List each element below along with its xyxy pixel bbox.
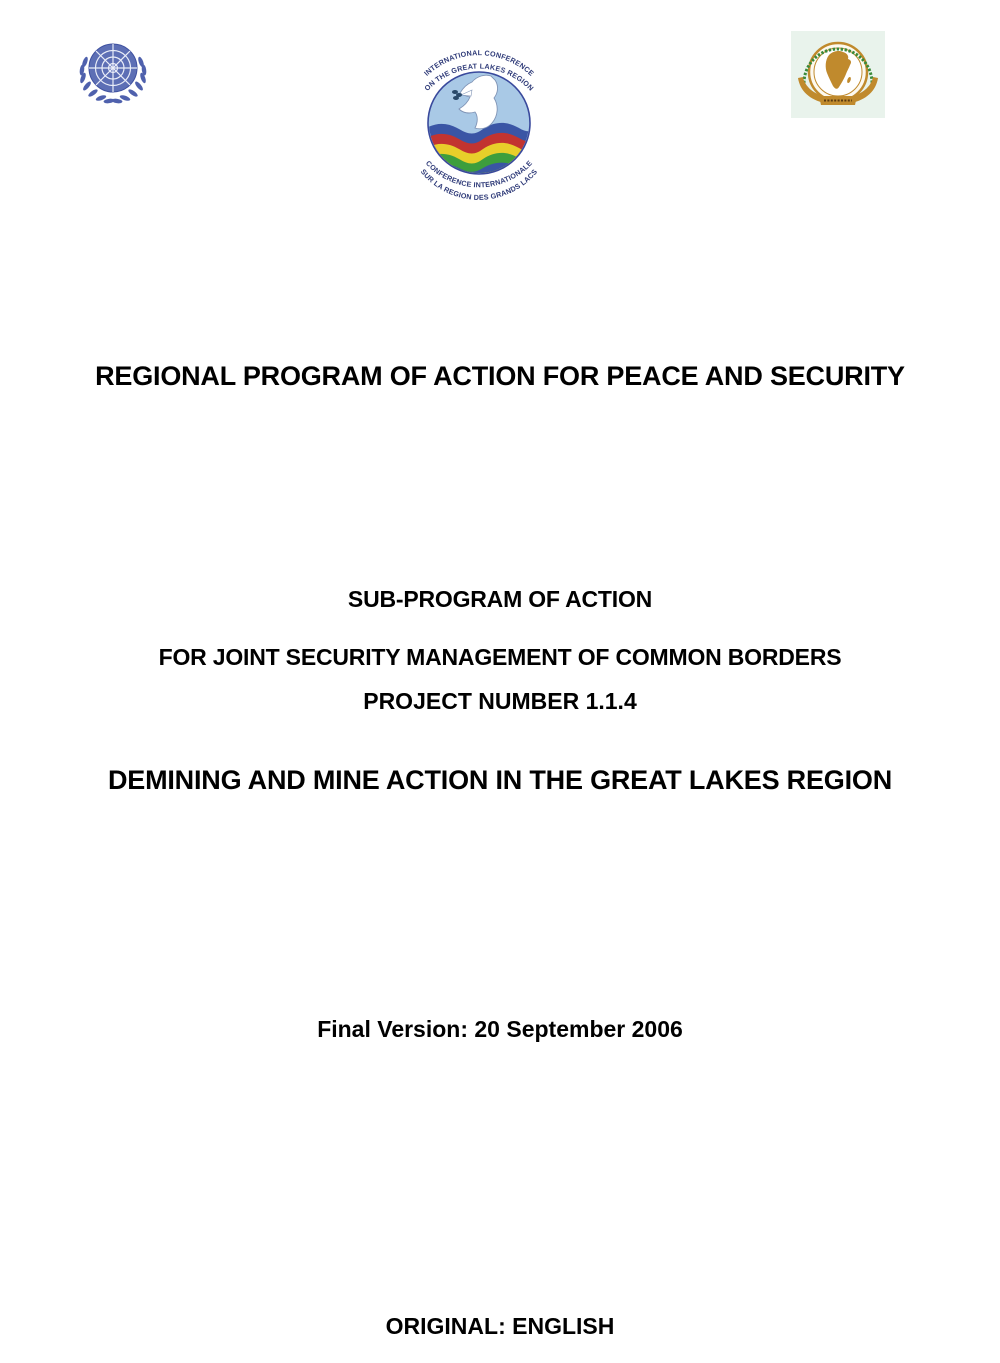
- project-title: DEMINING AND MINE ACTION IN THE GREAT LAKES REGION: [107, 765, 892, 795]
- icglr-arc-top-1: INTERNATIONAL CONFERENCE: [422, 48, 536, 78]
- subtitle-line-1: SUB-PROGRAM OF ACTION: [347, 586, 653, 612]
- language-line: ORIGINAL: ENGLISH: [385, 1313, 615, 1339]
- united-nations-emblem-icon: [73, 40, 153, 107]
- project-number: PROJECT NUMBER 1.1.4: [363, 688, 637, 714]
- icglr-arc-top-2: ON THE GREAT LAKES REGION: [422, 61, 536, 93]
- united-nations-logo: [73, 40, 153, 107]
- icglr-emblem-icon: [415, 38, 555, 202]
- african-union-logo: [791, 31, 885, 118]
- version-line: Final Version: 20 September 2006: [317, 1016, 683, 1042]
- document-title: REGIONAL PROGRAM OF ACTION FOR PEACE AND SECURITY: [95, 361, 905, 391]
- icglr-arc-bottom-2: SUR LA REGION DES GRANDS LACS: [418, 167, 540, 202]
- icglr-arc-bottom-1: CONFERENCE INTERNATIONALE: [423, 158, 535, 190]
- african-union-emblem-icon: [791, 31, 885, 118]
- icglr-logo: [415, 38, 555, 202]
- subtitle-line-2: FOR JOINT SECURITY MANAGEMENT OF COMMON BORDERS: [158, 644, 842, 670]
- document-subtitle: [0, 556, 1000, 701]
